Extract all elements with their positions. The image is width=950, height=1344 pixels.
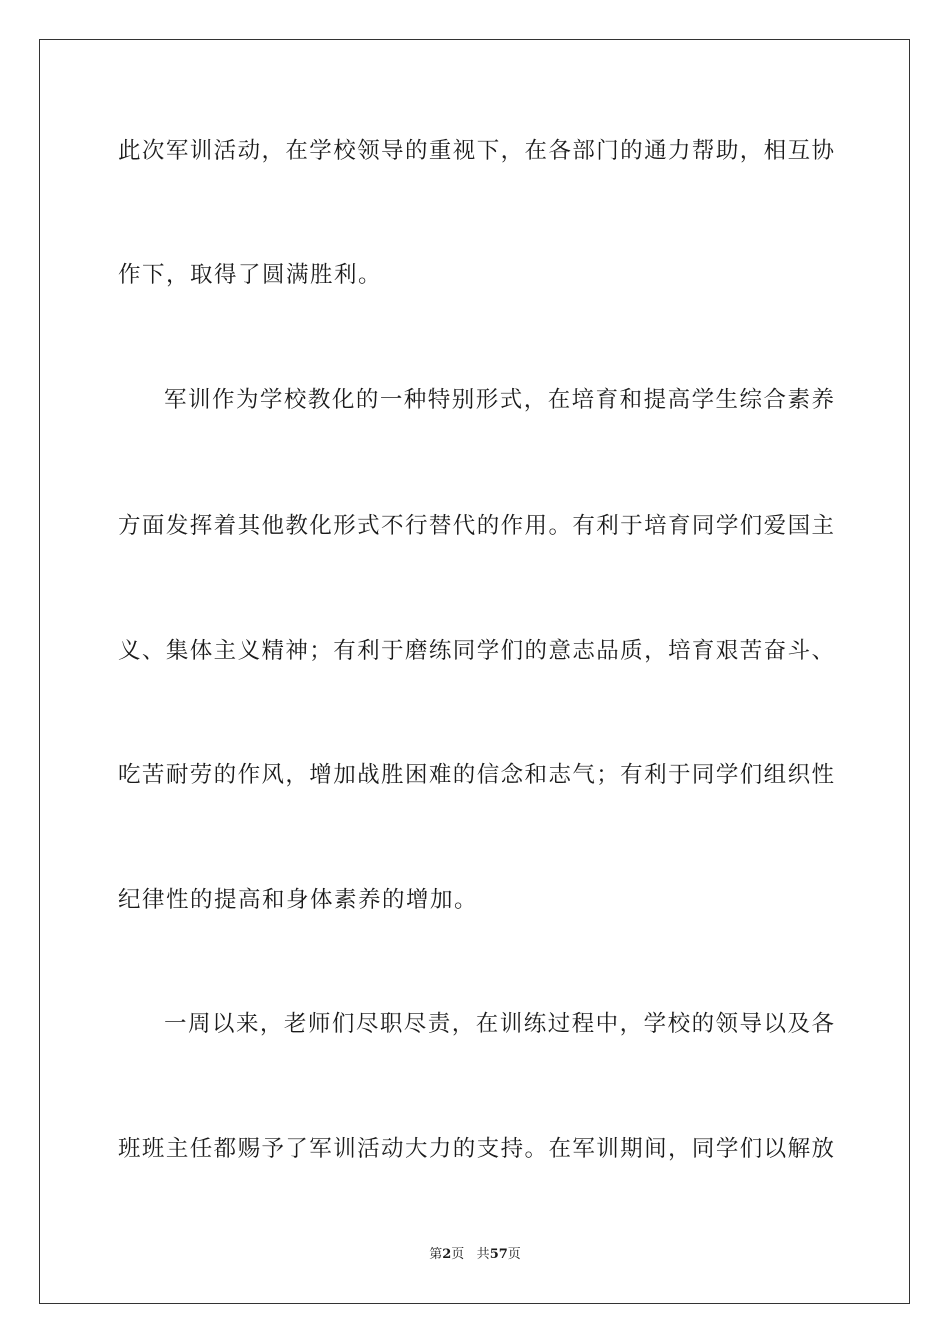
page-border [39,39,910,1304]
text-line-8: 一周以来，老师们尽职尽责，在训练过程中，学校的领导以及各 [164,1011,834,1037]
text-line-1: 此次军训活动，在学校领导的重视下，在各部门的通力帮助，相互协 [118,138,834,164]
text-line-7: 纪律性的提高和身体素养的增加。 [118,887,479,913]
total-pages: 57 [489,1247,508,1262]
text-line-6: 吃苦耐劳的作风，增加战胜困难的信念和志气；有利于同学们组织性 [118,762,834,788]
text-line-3: 军训作为学校教化的一种特别形式，在培育和提高学生综合素养 [164,387,834,413]
text-line-2: 作下，取得了圆满胜利。 [118,262,383,288]
page-prefix: 第 [429,1247,443,1262]
page-number: 2 [442,1247,452,1262]
total-suffix: 页 [507,1247,521,1262]
text-line-4: 方面发挥着其他教化形式不行替代的作用。有利于培育同学们爱国主 [118,513,834,539]
page-footer [0,1246,950,1264]
text-line-9: 班班主任都赐予了军训活动大力的支持。在军训期间，同学们以解放 [118,1136,834,1162]
page-suffix: 页 [451,1247,465,1262]
total-prefix: 共 [476,1247,490,1262]
text-line-5: 义、集体主义精神；有利于磨练同学们的意志品质，培育艰苦奋斗、 [118,638,834,664]
